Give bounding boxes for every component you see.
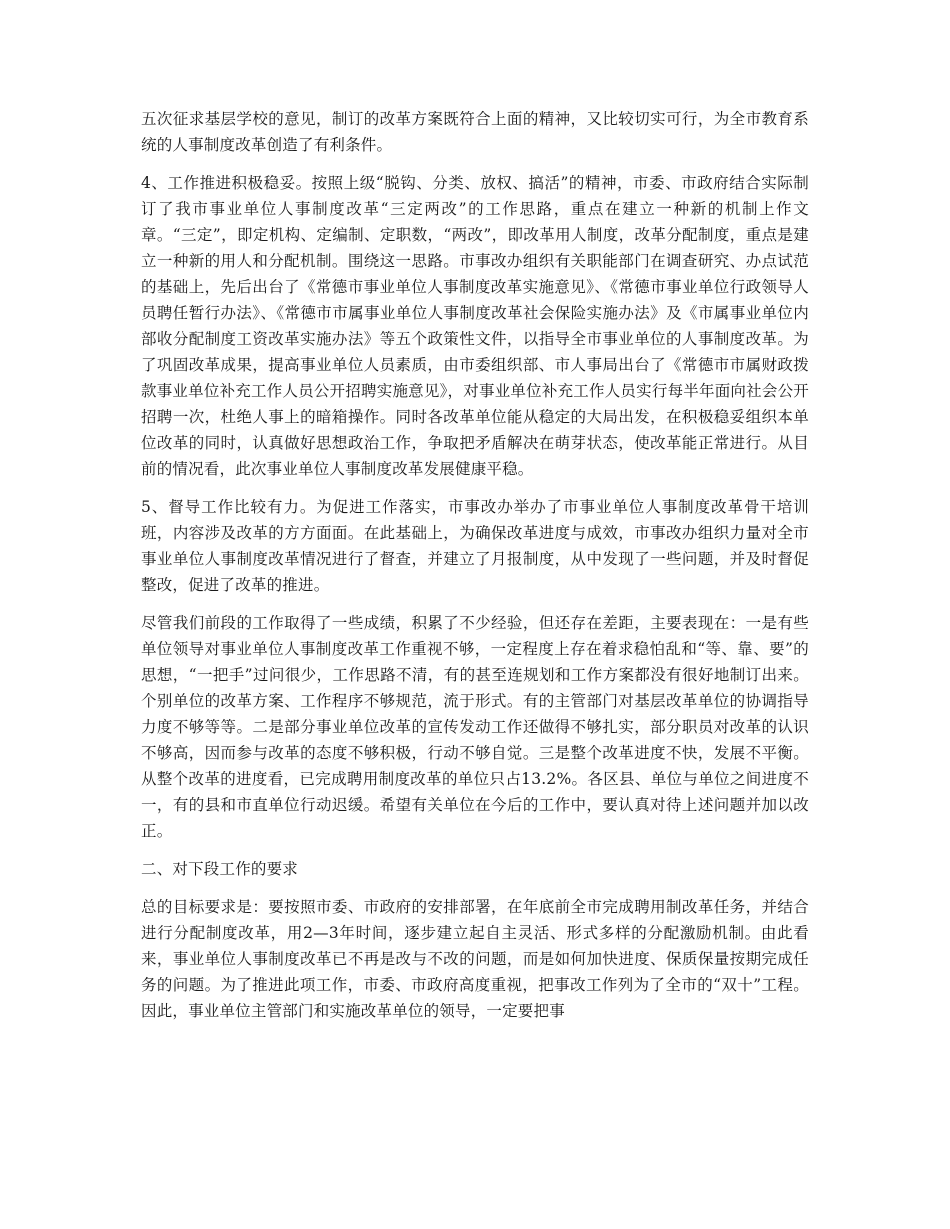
section-heading: 二、对下段工作的要求 — [141, 860, 299, 878]
document-page — [141, 106, 809, 1036]
paragraph-continuation: 五次征求基层学校的意见，制订的改革方案既符合上面的精神，又比较切实可行，为全市教育系统的人事制度改革创造了有利条件。 — [141, 110, 809, 154]
paragraph-item-5: 5、督导工作比较有力。为促进工作落实，市事改办举办了市事业单位人事制度改革骨干培训班，内容涉及改革的方方面面。在此基础上，为确保改革进度与成效，市事改办组织力量对全市事业单位人事制度改革情况进行了督查，并建立了月报制度，从中发现了一些问题，并及时督促整改，促进了改革的推进。 — [141, 498, 809, 594]
paragraph-goals: 总的目标要求是：要按照市委、市政府的安排部署，在年底前全市完成聘用制改革任务，并结合进行分配制度改革，用2—3年时间，逐步建立起自主灵活、形式多样的分配激励机制。由此看来，事业单位人事制度改革已不再是改与不改的问题，而是如何加快进度、保质保量按期完成任务的问题。为了推进此项工作，市委、市政府高度重视，把事改工作列为了全市的“双十”工程。因此，事业单位主管部门和实施改革单位的领导，一定要把事 — [141, 898, 809, 1020]
paragraph-item-4: 4、工作推进积极稳妥。按照上级“脱钩、分类、放权、搞活”的精神，市委、市政府结合实际制订了我市事业单位人事制度改革“三定两改”的工作思路，重点在建立一种新的机制上作文章。“三定”，即定机构、定编制、定职数，“两改”，即改革用人制度，改革分配制度，重点是建立一种新的用人和分配机制。围绕这一思路。市事改办组织有关职能部门在调查研究、办点试范的基础上，先后出台了《常德市事业单位人事制度改革实施意见》、《常德市事业单位行政领导人员聘任暂行办法》、《常德市市属事业单位人事制度改革社会保险实施办法》及《市属事业单位内部收分配制度工资改革实施办法》等五个政策性文件，以指导全市事业单位的人事制度改革。为了巩固改革成果，提高事业单位人员素质，由市委组织部、市人事局出台了《常德市市属财政拨款事业单位补充工作人员公开招聘实施意见》，对事业单位补充工作人员实行每半年面向社会公开招聘一次，杜绝人事上的暗箱操作。同时各改革单位能从稳定的大局出发，在积极稳妥组织本单位改革的同时，认真做好思想政治工作，争取把矛盾解决在萌芽状态，使改革能正常进行。从目前的情况看，此次事业单位人事制度改革发展健康平稳。 — [141, 174, 809, 478]
paragraph-shortcomings: 尽管我们前段的工作取得了一些成绩，积累了不少经验，但还存在差距，主要表现在：一是有些单位领导对事业单位人事制度改革工作重视不够，一定程度上存在着求稳怕乱和“等、靠、要”的思想，“一把手”过问很少，工作思路不清，有的甚至连规划和工作方案都没有很好地制订出来。个别单位的改革方案、工作程序不够规范，流于形式。有的主管部门对基层改革单位的协调指导力度不够等等。二是部分事业单位改革的宣传发动工作还做得不够扎实，部分职员对改革的认识不够高，因而参与改革的态度不够积极，行动不够自觉。三是整个改革进度不快，发展不平衡。从整个改革的进度看，已完成聘用制度改革的单位只占13.2%。各区县、单位与单位之间进度不一，有的县和市直单位行动迟缓。希望有关单位在今后的工作中，要认真对待上述问题并加以改正。 — [141, 614, 809, 840]
